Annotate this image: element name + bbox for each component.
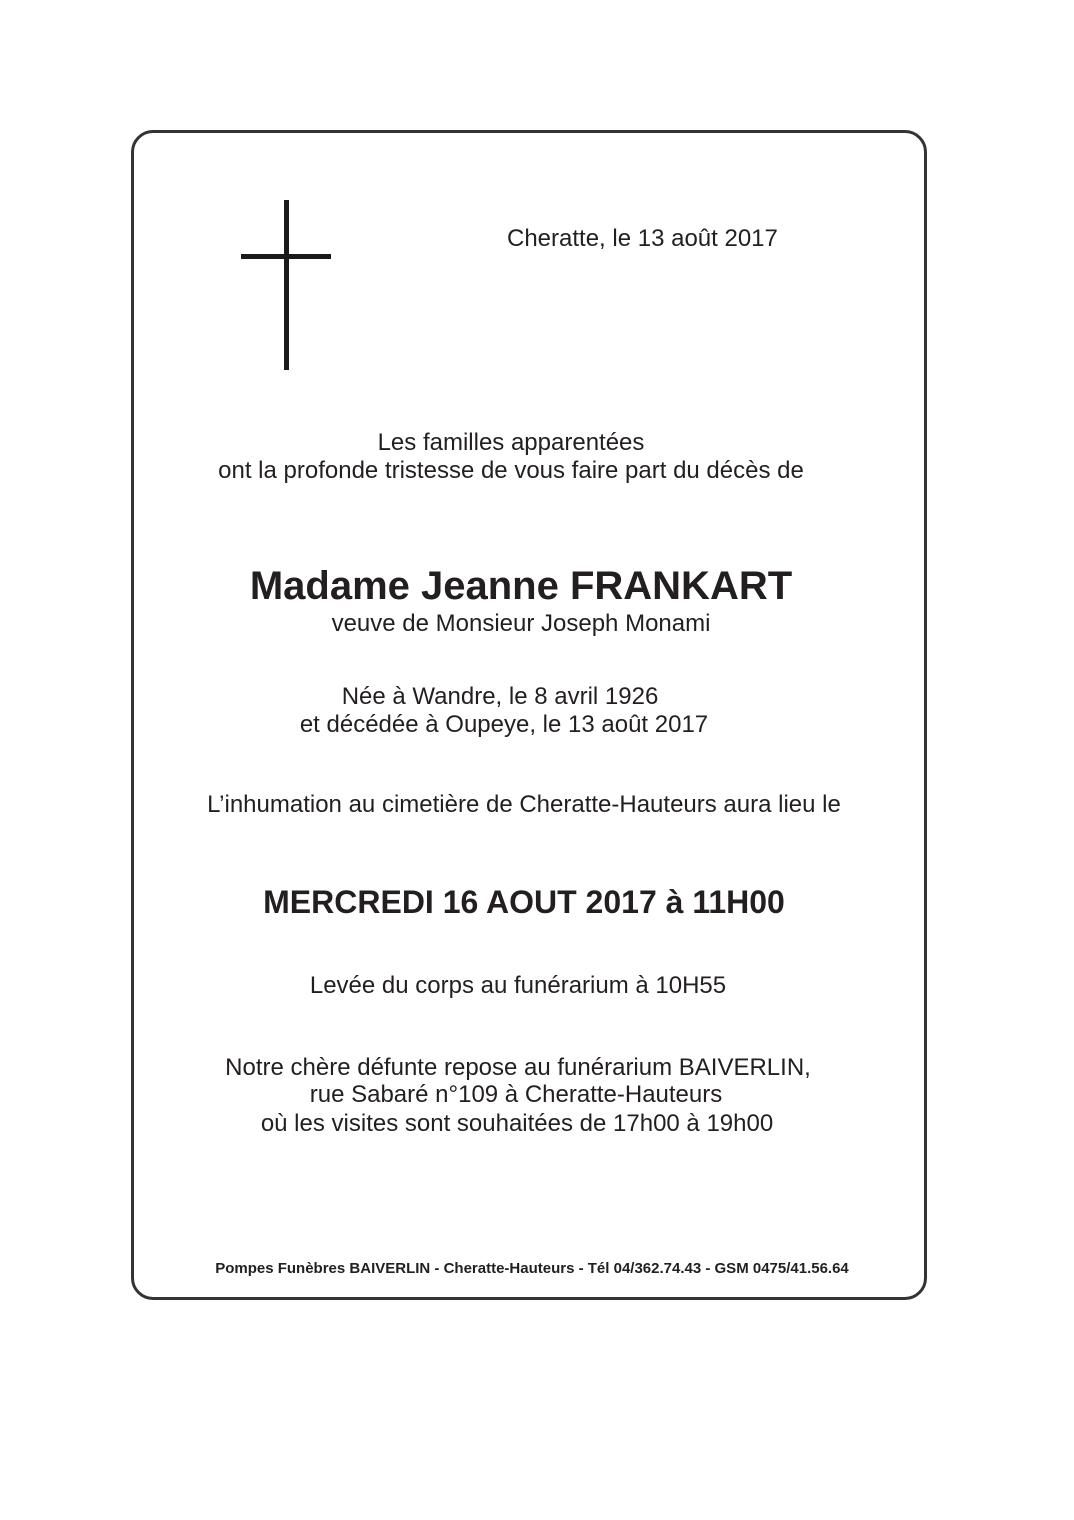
visitation-line-2: rue Sabaré n°109 à Cheratte-Hauteurs xyxy=(309,1081,723,1108)
visitation-line-3: où les visites sont souhaitées de 17h00 à 19h00 xyxy=(260,1110,774,1137)
intro-line-1: Les familles apparentées xyxy=(377,429,645,456)
spouse-line: veuve de Monsieur Joseph Monami xyxy=(331,610,711,637)
funeral-home-footer: Pompes Funèbres BAIVERLIN - Cheratte-Hauteurs - Tél 04/362.74.43 - GSM 0475/41.56.64 xyxy=(215,1260,849,1277)
levee-line: Levée du corps au funérarium à 10H55 xyxy=(309,972,727,999)
cross-icon xyxy=(241,200,331,370)
burial-announcement: L’inhumation au cimetière de Cheratte-Hauteurs aura lieu le xyxy=(207,791,841,818)
deceased-name: Madame Jeanne FRANKART xyxy=(249,564,793,608)
visitation-line-1: Notre chère défunte repose au funérarium BAIVERLIN, xyxy=(225,1054,811,1081)
death-line: et décédée à Oupeye, le 13 août 2017 xyxy=(299,711,709,738)
birth-line: Née à Wandre, le 8 avril 1926 xyxy=(341,683,659,710)
place-date: Cheratte, le 13 août 2017 xyxy=(507,225,778,252)
ceremony-datetime: MERCREDI 16 AOUT 2017 à 11H00 xyxy=(263,884,785,920)
intro-line-2: ont la profonde tristesse de vous faire part du décès de xyxy=(218,457,804,484)
